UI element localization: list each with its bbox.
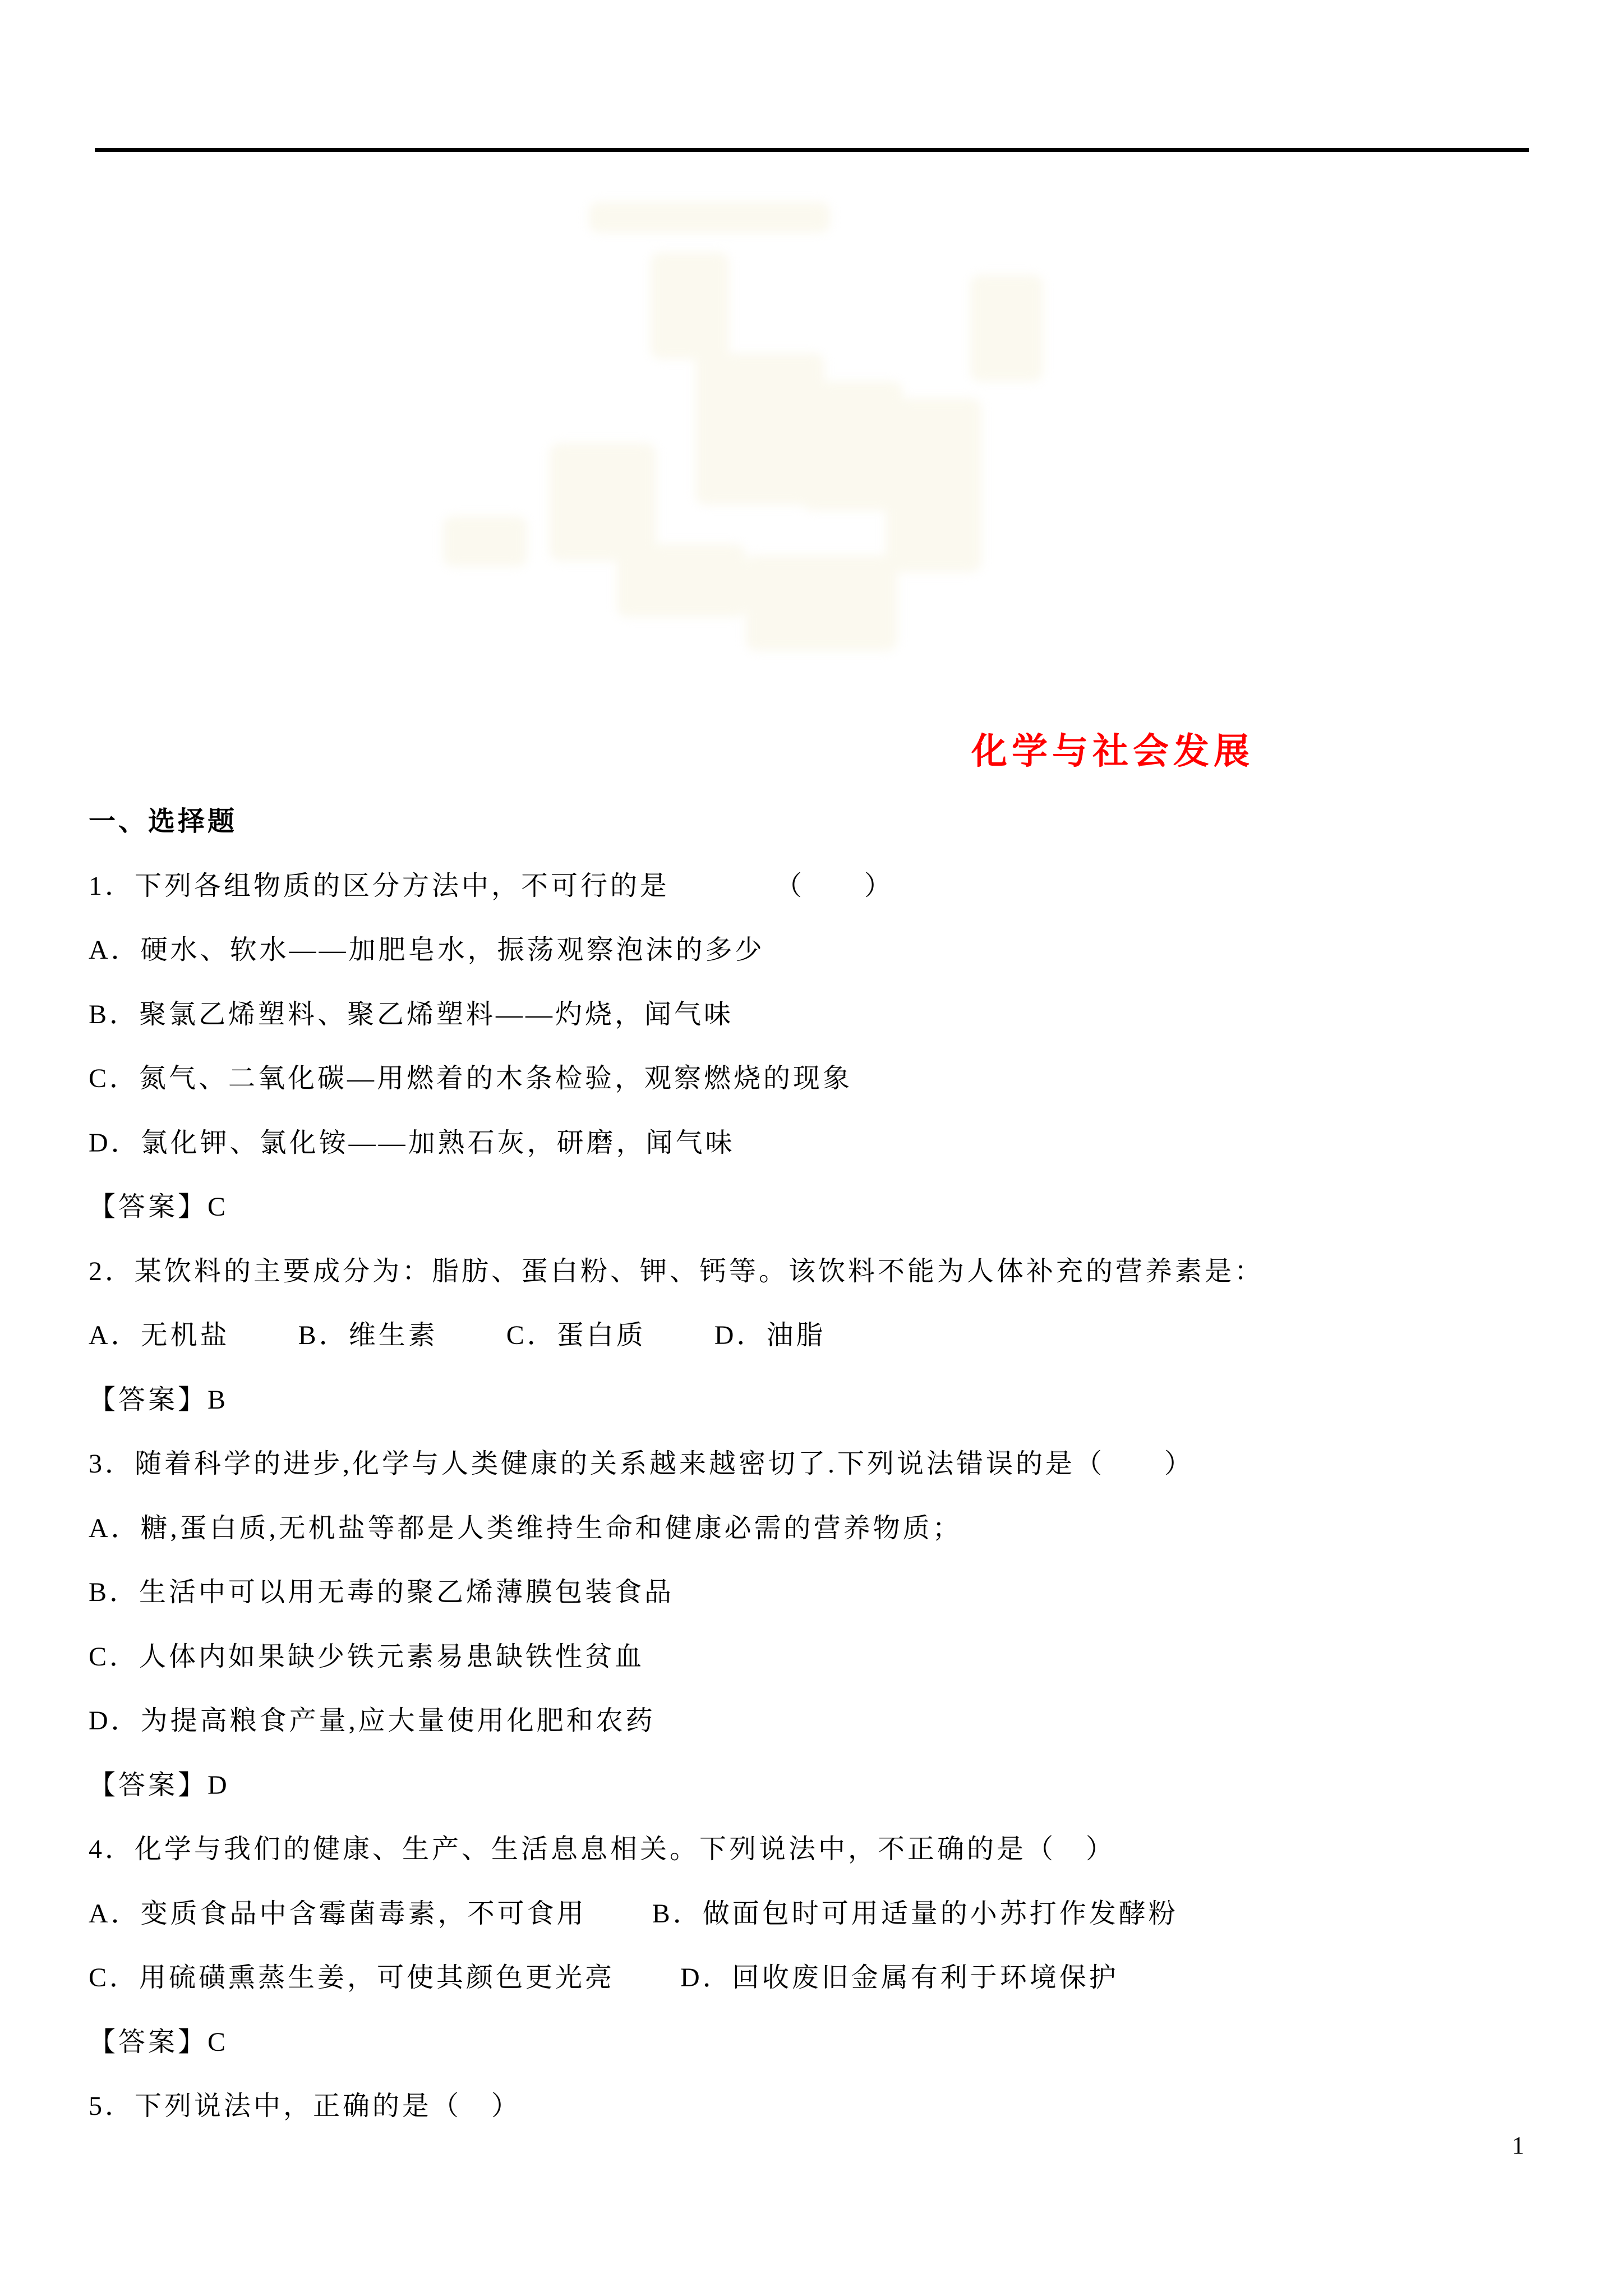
question-2-options-row <box>89 1304 1264 1368</box>
watermark-blob <box>617 544 746 617</box>
question-2-stem: 2．某饮料的主要成分为：脂肪、蛋白粉、钾、钙等。该饮料不能为人体补充的营养素是： <box>89 1256 1265 1286</box>
question-2-answer: 【答案】B <box>89 1384 229 1415</box>
question-2-option-c: C．蛋白质 <box>506 1320 646 1350</box>
question-3-option-a: A．糖,蛋白质,无机盐等都是人类维持生命和健康必需的营养物质； <box>89 1513 962 1543</box>
question-2-option-a: A．无机盐 <box>89 1320 230 1350</box>
watermark <box>381 168 1026 684</box>
question-2-option-d: D．油脂 <box>714 1320 826 1350</box>
question-4-options-row-2 <box>89 1946 1264 2010</box>
watermark-blob <box>550 443 656 561</box>
question-1-option-a: A．硬水、软水——加肥皂水，振荡观察泡沫的多少 <box>89 935 765 965</box>
watermark-blob <box>695 353 824 505</box>
question-4 <box>89 1818 1264 2074</box>
question-3-option-c: C．人体内如果缺少铁元素易患缺铁性贫血 <box>89 1641 645 1672</box>
watermark-blob <box>443 516 527 567</box>
question-4-option-a: A．变质食品中含霉菌毒素，不可食用 <box>89 1898 587 1929</box>
watermark-blob <box>651 252 729 359</box>
question-2 <box>89 1240 1264 1433</box>
watermark-blob <box>589 202 830 233</box>
watermark-blob <box>886 398 981 572</box>
watermark-blob <box>970 275 1043 381</box>
question-1-option-d: D．氯化钾、氯化铵——加熟石灰，研磨，闻气味 <box>89 1128 735 1158</box>
question-4-option-c: C．用硫磺熏蒸生姜，可使其颜色更光亮 <box>89 1963 615 1993</box>
question-4-options-row-1 <box>89 1882 1264 1947</box>
document-body <box>89 790 1264 2139</box>
question-4-stem: 4．化学与我们的健康、生产、生活息息相关。下列说法中，不正确的是（ ） <box>89 1834 1116 1864</box>
question-4-option-d: D．回收废旧金属有利于环境保护 <box>680 1963 1119 1993</box>
section-heading: 一、选择题 <box>89 807 238 836</box>
question-3-answer: 【答案】D <box>89 1770 230 1800</box>
watermark-blob <box>746 555 897 651</box>
header-rule <box>95 148 1529 152</box>
question-3-option-d: D．为提高粮食产量,应大量使用化肥和农药 <box>89 1706 656 1736</box>
page-number: 1 <box>1512 2132 1524 2159</box>
question-1-answer: 【答案】C <box>89 1192 229 1222</box>
question-2-option-b: B．维生素 <box>298 1320 438 1350</box>
question-1 <box>89 854 1264 1240</box>
question-3 <box>89 1432 1264 1818</box>
question-5 <box>89 2074 1264 2139</box>
question-4-answer: 【答案】C <box>89 2027 229 2057</box>
question-3-stem: 3．随着科学的进步,化学与人类健康的关系越来越密切了.下列说法错误的是（ ） <box>89 1449 1195 1479</box>
question-4-option-b: B．做面包时可用适量的小苏打作发酵粉 <box>652 1898 1178 1929</box>
question-3-option-b: B．生活中可以用无毒的聚乙烯薄膜包装食品 <box>89 1577 675 1607</box>
question-1-option-b: B．聚氯乙烯塑料、聚乙烯塑料——灼烧，闻气味 <box>89 999 734 1029</box>
watermark-blob <box>802 381 903 510</box>
question-5-stem: 5．下列说法中，正确的是（ ） <box>89 2091 522 2121</box>
question-1-stem: 1．下列各组物质的区分方法中，不可行的是 （ ） <box>89 871 895 901</box>
document-title: 化学与社会发展 <box>971 731 1254 771</box>
question-1-option-c: C．氮气、二氧化碳—用燃着的木条检验，观察燃烧的现象 <box>89 1064 853 1093</box>
